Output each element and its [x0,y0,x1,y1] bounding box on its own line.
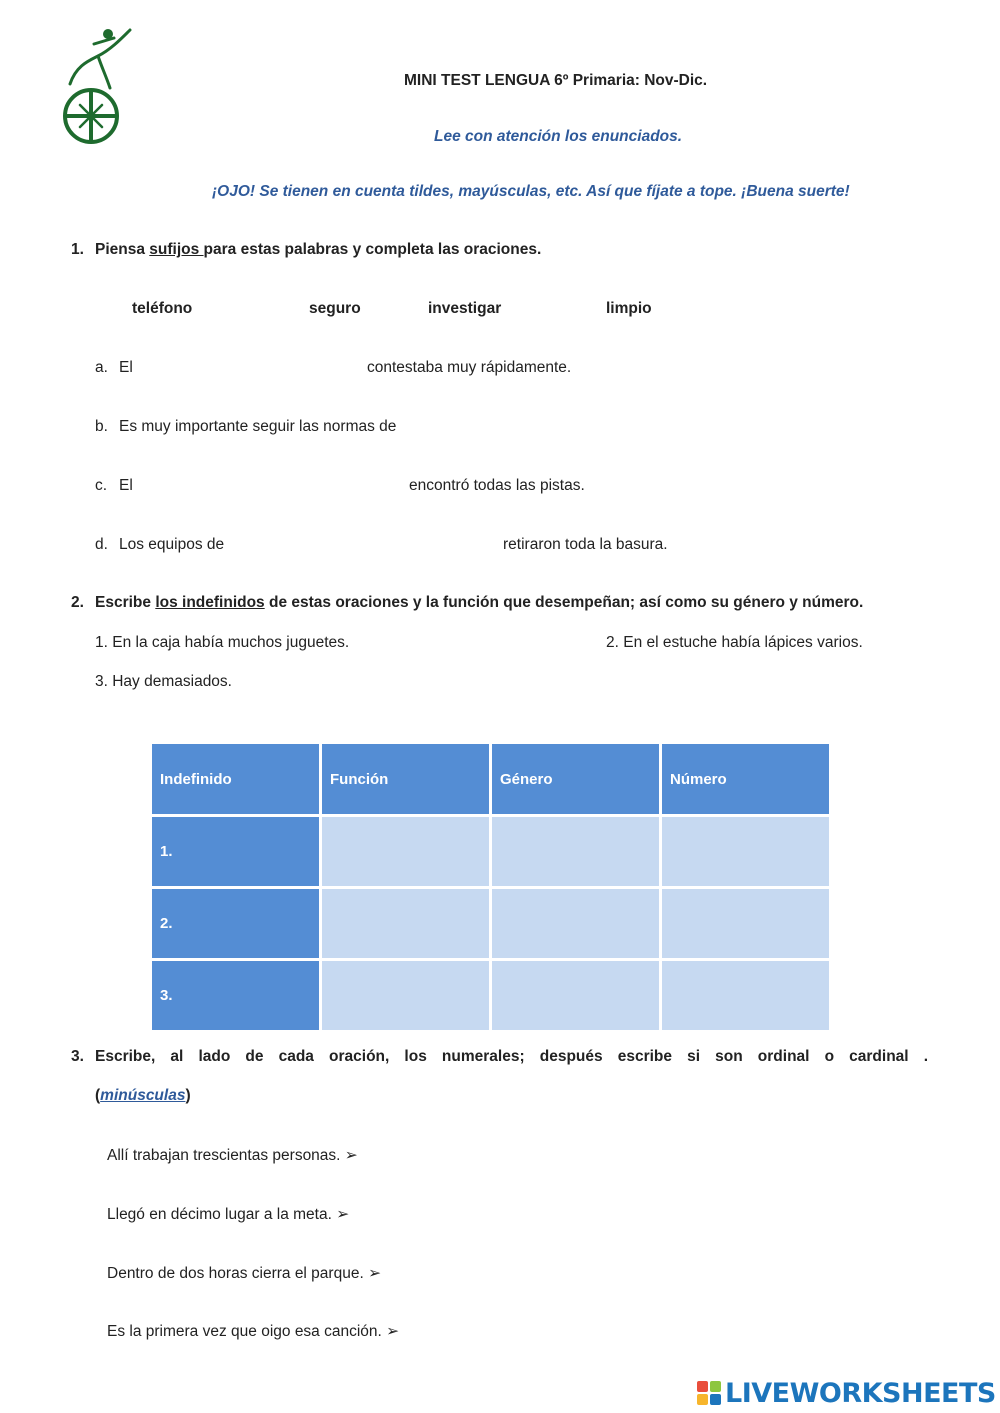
answer-input-q3-2[interactable] [375,1204,679,1226]
q3-note: (minúsculas) [95,1087,191,1104]
table-answer-cell[interactable] [662,889,829,958]
q3-item: Dentro de dos horas cierra el parque. ➢ [107,1265,382,1282]
question-1-heading: 1. Piensa sufijos para estas palabras y completa las oraciones. [71,241,542,258]
question-2-heading: 2. Escribe los indefinidos de estas oraciones y la función que desempeñan; así como su género y número. [71,594,864,611]
table-row-label: 3. [152,961,319,1030]
indefinidos-table [149,741,832,1033]
liveworksheets-brand: LIVEWORKSHEETS [725,1377,996,1409]
table-header-cell: Indefinido [152,744,319,814]
q1-item-c-rest: encontró todas las pistas. [409,477,585,494]
question-number: 3. [71,1048,84,1065]
liveworksheets-logo [697,1378,996,1408]
word-bank-item: seguro [309,300,361,317]
table-row [152,961,829,1030]
q1-item-a: a. El [95,359,133,376]
table-answer-cell[interactable] [492,961,659,1030]
table-answer-cell[interactable] [662,961,829,1030]
table-row-label: 2. [152,889,319,958]
question-number: 2. [71,594,84,611]
table-header-row [152,744,829,814]
q3-item: Es la primera vez que oigo esa canción. ➢ [107,1323,400,1340]
liveworksheets-squares-icon [697,1381,721,1405]
underlined-keyword: los indefinidos [155,594,265,611]
question-3-heading: 3. Escribe, al lado de cada oración, los numerales; después escribe si son ordinal o cardinal . [71,1048,928,1065]
table-header-cell: Número [662,744,829,814]
q1-item-b: b. Es muy importante seguir las normas de [95,418,397,435]
q2-sentence: 3. Hay demasiados. [95,673,232,690]
lowercase-hint: minúsculas [100,1087,186,1104]
instructions-subtitle: Lee con atención los enunciados. [434,128,683,145]
answer-input-q1d[interactable] [240,535,499,557]
q2-sentence: 2. En el estuche había lápices varios. [606,634,863,651]
warning-note: ¡OJO! Se tienen en cuenta tildes, mayúsculas, etc. Así que fíjate a tope. ¡Buena suerte! [212,183,850,200]
q3-item: Llegó en décimo lugar a la meta. ➢ [107,1206,350,1223]
question-number: 1. [71,241,84,258]
table-answer-cell[interactable] [492,889,659,958]
q1-item-d-rest: retiraron toda la basura. [503,536,668,553]
school-logo-icon [58,26,138,150]
underlined-keyword: sufijos [149,241,204,258]
table-header-cell: Género [492,744,659,814]
q1-item-c: c. El [95,477,133,494]
answer-input-q3-3[interactable] [408,1263,712,1285]
answer-input-q1b[interactable] [425,417,669,439]
table-row-label: 1. [152,817,319,886]
q1-item-a-rest: contestaba muy rápidamente. [367,359,572,376]
answer-input-q3-4[interactable] [430,1321,734,1343]
table-answer-cell[interactable] [492,817,659,886]
word-bank-item: investigar [428,300,502,317]
table-row [152,889,829,958]
table-answer-cell[interactable] [322,961,489,1030]
answer-input-q1c[interactable] [140,476,406,498]
q3-item: Allí trabajan trescientas personas. ➢ [107,1147,358,1164]
word-bank-item: limpio [606,300,652,317]
table-answer-cell[interactable] [322,889,489,958]
word-bank-item: teléfono [132,300,193,317]
table-header-cell: Función [322,744,489,814]
q2-sentence: 1. En la caja había muchos juguetes. [95,634,350,651]
q1-item-d: d. Los equipos de [95,536,225,553]
table-answer-cell[interactable] [322,817,489,886]
page-title: MINI TEST LENGUA 6º Primaria: Nov-Dic. [404,72,708,89]
table-row [152,817,829,886]
table-answer-cell[interactable] [662,817,829,886]
answer-input-q1a[interactable] [140,358,364,380]
answer-input-q3-1[interactable] [385,1145,689,1167]
